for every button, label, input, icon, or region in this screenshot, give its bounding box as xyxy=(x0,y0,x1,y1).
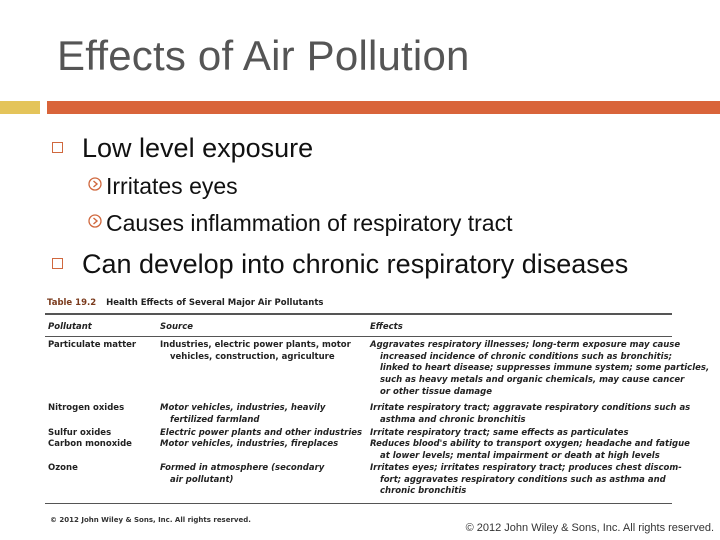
table-number: Table 19.2 xyxy=(47,298,97,308)
header-source: Source xyxy=(160,322,194,332)
slide-title: Effects of Air Pollution xyxy=(57,32,470,79)
cell-pollutant: Sulfur oxides xyxy=(48,428,112,438)
slide-copyright: © 2012 John Wiley & Sons, Inc. All rights reserved. xyxy=(465,522,714,534)
table-copyright: © 2012 John Wiley & Sons, Inc. All rights reserved. xyxy=(50,516,251,524)
cell-source: Motor vehicles, industries, fireplaces xyxy=(160,439,339,449)
accent-square xyxy=(0,101,40,114)
cell-effects: Irritates eyes; irritates respiratory tract; produces chest discom- fort; aggravates respiratory conditions such as asthma and chronic bronchitis xyxy=(370,463,682,497)
cell-pollutant: Ozone xyxy=(48,463,78,473)
header-pollutant: Pollutant xyxy=(48,322,92,332)
cell-effects: Irritate respiratory tract; aggravate respiratory conditions such as asthma and chronic bronchitis xyxy=(370,403,691,425)
cell-source: Industries, electric power plants, motor vehicles, construction, agriculture xyxy=(160,340,351,362)
cell-pollutant: Particulate matter xyxy=(48,340,137,350)
table-title: Health Effects of Several Major Air Pollutants xyxy=(106,298,324,308)
cell-effects: Aggravates respiratory illnesses; long-term exposure may cause increased incidence of chronic conditions such as bronchitis; linked to heart disease; suppresses immune system; some particles, such as heavy metals and organic chemicals, may cause cancer or other tissue damage xyxy=(370,340,710,397)
table-caption xyxy=(47,298,323,308)
table-rule-bottom xyxy=(45,503,672,504)
cell-effects: Reduces blood's ability to transport oxygen; headache and fatigue at lower levels; mental impairment or death at high levels xyxy=(370,439,690,461)
cell-pollutant: Carbon monoxide xyxy=(48,439,132,449)
accent-bar xyxy=(47,101,720,114)
pollutant-effects-table xyxy=(45,296,710,508)
subbullet-text: Irritates eyes xyxy=(106,173,238,199)
circle-arrow-bullet-icon xyxy=(88,214,102,228)
cell-source: Electric power plants and other industries xyxy=(160,428,363,438)
cell-effects: Irritate respiratory tract; same effects as particulates xyxy=(370,428,629,438)
bullet-text: Low level exposure xyxy=(82,133,314,163)
circle-arrow-bullet-icon xyxy=(88,177,102,191)
cell-pollutant: Nitrogen oxides xyxy=(48,403,125,413)
table-rule-top xyxy=(45,313,672,315)
bullet-text: Can develop into chronic respiratory diseases xyxy=(82,249,629,279)
header-effects: Effects xyxy=(370,322,403,332)
square-bullet-icon xyxy=(52,258,63,269)
cell-source: Formed in atmosphere (secondary air pollutant) xyxy=(160,463,325,485)
square-bullet-icon xyxy=(52,142,63,153)
cell-source: Motor vehicles, industries, heavily fertilized farmland xyxy=(160,403,326,425)
subbullet-text: Causes inflammation of respiratory tract xyxy=(106,210,513,236)
table-rule-header xyxy=(45,336,672,337)
